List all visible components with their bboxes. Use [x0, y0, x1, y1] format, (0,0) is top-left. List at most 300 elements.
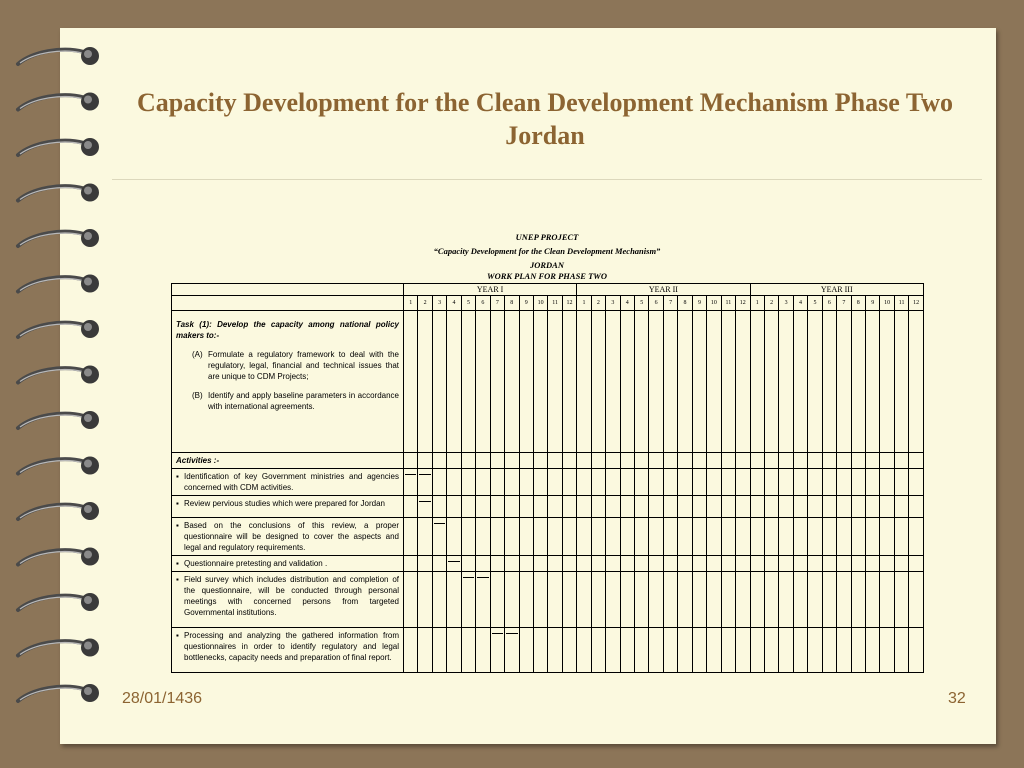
timeline-cell — [620, 518, 634, 556]
timeline-cell — [606, 311, 620, 453]
timeline-cell — [548, 556, 562, 572]
activity-row — [172, 518, 924, 556]
timeline-cell — [851, 556, 865, 572]
timeline-cell — [649, 628, 663, 673]
timeline-cell — [635, 518, 649, 556]
timeline-cell — [490, 572, 504, 628]
activity-row — [172, 469, 924, 496]
timeline-cell — [866, 628, 880, 673]
timeline-cell — [432, 453, 446, 469]
timeline-cell — [779, 496, 793, 518]
timeline-cell — [678, 469, 692, 496]
activity-item — [176, 498, 399, 509]
timeline-cell — [606, 469, 620, 496]
timeline-cell — [851, 453, 865, 469]
timeline-cell — [678, 311, 692, 453]
timeline-cell — [808, 453, 822, 469]
timeline-cell — [432, 628, 446, 673]
timeline-cell — [620, 572, 634, 628]
timeline-cell — [707, 496, 721, 518]
timeline-cell — [577, 556, 591, 572]
timeline-cell — [447, 628, 461, 673]
timeline-cell — [591, 628, 605, 673]
gantt-bar — [506, 633, 517, 634]
month-header: 12 — [909, 296, 924, 311]
activity-text: Review pervious studies which were prepared for Jordan — [184, 499, 385, 508]
timeline-cell — [591, 572, 605, 628]
timeline-cell — [432, 556, 446, 572]
spiral-ring — [18, 639, 99, 657]
timeline-cell — [505, 572, 519, 628]
timeline-cell — [404, 453, 418, 469]
timeline-cell — [764, 518, 778, 556]
month-header: 2 — [764, 296, 778, 311]
timeline-cell — [750, 572, 764, 628]
month-header: 3 — [432, 296, 446, 311]
spiral-ring — [18, 502, 99, 520]
timeline-cell — [764, 496, 778, 518]
activity-text: Questionnaire pretesting and validation . — [184, 559, 328, 568]
gantt-bar-cell — [418, 496, 432, 518]
timeline-cell — [447, 572, 461, 628]
task-sub-letter: (A) — [192, 350, 203, 359]
timeline-cell — [764, 628, 778, 673]
month-header: 11 — [894, 296, 908, 311]
timeline-cell — [635, 453, 649, 469]
timeline-cell — [663, 469, 677, 496]
gantt-bar-cell — [432, 518, 446, 556]
timeline-cell — [505, 453, 519, 469]
month-header: 8 — [678, 296, 692, 311]
timeline-cell — [562, 496, 576, 518]
timeline-cell — [721, 496, 735, 518]
timeline-cell — [750, 469, 764, 496]
task-sub-item — [176, 390, 399, 412]
timeline-cell — [909, 572, 924, 628]
timeline-cell — [837, 311, 851, 453]
gantt-bar — [448, 561, 459, 562]
timeline-cell — [793, 469, 807, 496]
spiral-ring — [18, 548, 99, 566]
timeline-cell — [548, 496, 562, 518]
month-header: 10 — [880, 296, 894, 311]
timeline-cell — [476, 496, 490, 518]
timeline-cell — [663, 453, 677, 469]
month-header: 8 — [851, 296, 865, 311]
bullet-marker: ▪ — [176, 521, 179, 530]
timeline-cell — [418, 453, 432, 469]
month-header: 5 — [461, 296, 475, 311]
activity-item — [176, 630, 399, 663]
timeline-cell — [533, 311, 547, 453]
activity-item — [176, 574, 399, 618]
slide-title: Capacity Development for the Clean Development Mechanism Phase Two Jordan — [136, 88, 954, 150]
timeline-cell — [591, 496, 605, 518]
timeline-cell — [663, 572, 677, 628]
gantt-bar-cell — [490, 628, 504, 673]
month-header: 8 — [505, 296, 519, 311]
timeline-cell — [562, 469, 576, 496]
timeline-cell — [490, 496, 504, 518]
activity-cell — [172, 572, 404, 628]
timeline-cell — [721, 556, 735, 572]
timeline-cell — [476, 469, 490, 496]
timeline-cell — [764, 311, 778, 453]
timeline-cell — [721, 311, 735, 453]
activity-text: Identification of key Government ministries and agencies concerned with CDM activities. — [184, 472, 399, 492]
activity-cell — [172, 518, 404, 556]
gantt-bar — [419, 474, 430, 475]
timeline-cell — [678, 556, 692, 572]
timeline-cell — [562, 453, 576, 469]
timeline-cell — [663, 496, 677, 518]
timeline-cell — [418, 628, 432, 673]
task-sub-item — [176, 349, 399, 382]
timeline-cell — [404, 628, 418, 673]
timeline-cell — [461, 496, 475, 518]
timeline-cell — [476, 518, 490, 556]
timeline-cell — [793, 518, 807, 556]
timeline-cell — [533, 556, 547, 572]
gantt-bar-cell — [476, 572, 490, 628]
timeline-cell — [620, 453, 634, 469]
timeline-cell — [663, 556, 677, 572]
timeline-cell — [707, 469, 721, 496]
blank-cell — [172, 296, 404, 311]
header-workplan: WORK PLAN FOR PHASE TWO — [487, 271, 607, 281]
timeline-cell — [822, 628, 836, 673]
timeline-cell — [404, 556, 418, 572]
timeline-cell — [404, 572, 418, 628]
timeline-cell — [707, 556, 721, 572]
spiral-ring — [18, 684, 99, 702]
timeline-cell — [866, 496, 880, 518]
timeline-cell — [909, 628, 924, 673]
header-country: JORDAN — [529, 260, 564, 270]
timeline-cell — [678, 572, 692, 628]
timeline-cell — [461, 453, 475, 469]
task-sub-text: Formulate a regulatory framework to deal with the regulatory, legal, financial and technical issues that are unique to CDM Projects; — [208, 350, 399, 381]
month-header: 5 — [635, 296, 649, 311]
timeline-cell — [808, 556, 822, 572]
header-project: UNEP PROJECT — [515, 232, 579, 242]
timeline-cell — [866, 453, 880, 469]
timeline-cell — [635, 572, 649, 628]
timeline-cell — [620, 496, 634, 518]
timeline-cell — [591, 453, 605, 469]
timeline-cell — [707, 453, 721, 469]
timeline-cell — [808, 572, 822, 628]
timeline-cell — [837, 496, 851, 518]
timeline-cell — [779, 469, 793, 496]
timeline-cell — [880, 453, 894, 469]
timeline-cell — [851, 496, 865, 518]
month-header: 7 — [663, 296, 677, 311]
spiral-ring — [18, 320, 99, 338]
activity-item — [176, 471, 399, 493]
timeline-cell — [851, 518, 865, 556]
timeline-cell — [548, 518, 562, 556]
timeline-cell — [736, 572, 750, 628]
timeline-cell — [909, 556, 924, 572]
timeline-cell — [404, 518, 418, 556]
timeline-cell — [822, 469, 836, 496]
timeline-cell — [822, 311, 836, 453]
year-header: YEAR I — [404, 284, 577, 296]
timeline-cell — [404, 496, 418, 518]
timeline-cell — [620, 628, 634, 673]
timeline-cell — [736, 453, 750, 469]
timeline-cell — [606, 628, 620, 673]
month-header: 2 — [418, 296, 432, 311]
timeline-cell — [562, 311, 576, 453]
timeline-cell — [505, 556, 519, 572]
task-heading: Task (1): Develop the capacity among national policy makers to:- — [176, 320, 399, 340]
bullet-marker: ▪ — [176, 559, 179, 568]
timeline-cell — [533, 572, 547, 628]
timeline-cell — [519, 453, 533, 469]
gantt-bar — [477, 577, 488, 578]
timeline-cell — [635, 311, 649, 453]
month-header: 11 — [548, 296, 562, 311]
timeline-cell — [548, 572, 562, 628]
timeline-cell — [894, 496, 908, 518]
timeline-cell — [548, 453, 562, 469]
gantt-bar-cell — [461, 572, 475, 628]
timeline-cell — [577, 628, 591, 673]
timeline-cell — [764, 453, 778, 469]
timeline-cell — [793, 311, 807, 453]
timeline-cell — [880, 311, 894, 453]
spiral-ring — [18, 457, 99, 475]
month-header: 10 — [707, 296, 721, 311]
month-header: 10 — [533, 296, 547, 311]
timeline-cell — [476, 628, 490, 673]
footer-date: 28/01/1436 — [122, 690, 203, 707]
timeline-cell — [606, 518, 620, 556]
timeline-cell — [649, 469, 663, 496]
timeline-cell — [548, 469, 562, 496]
spiral-ring — [18, 366, 99, 384]
timeline-cell — [837, 518, 851, 556]
timeline-cell — [663, 518, 677, 556]
timeline-cell — [837, 556, 851, 572]
timeline-cell — [880, 469, 894, 496]
timeline-cell — [692, 469, 706, 496]
timeline-cell — [505, 496, 519, 518]
timeline-cell — [736, 311, 750, 453]
month-header: 7 — [837, 296, 851, 311]
timeline-cell — [678, 628, 692, 673]
bullet-marker: ▪ — [176, 631, 179, 640]
month-header: 9 — [866, 296, 880, 311]
spiral-ring — [18, 275, 99, 293]
timeline-cell — [894, 556, 908, 572]
month-header: 4 — [620, 296, 634, 311]
timeline-cell — [649, 572, 663, 628]
timeline-cell — [736, 628, 750, 673]
timeline-cell — [432, 496, 446, 518]
timeline-cell — [779, 572, 793, 628]
timeline-cell — [591, 556, 605, 572]
spiral-ring — [18, 47, 99, 65]
timeline-cell — [721, 572, 735, 628]
month-header: 6 — [822, 296, 836, 311]
timeline-cell — [562, 628, 576, 673]
gantt-bar — [463, 577, 474, 578]
timeline-cell — [505, 518, 519, 556]
blank-cell — [172, 284, 404, 296]
timeline-cell — [866, 469, 880, 496]
timeline-cell — [779, 628, 793, 673]
timeline-cell — [519, 311, 533, 453]
timeline-cell — [519, 469, 533, 496]
timeline-cell — [851, 572, 865, 628]
timeline-cell — [764, 469, 778, 496]
timeline-cell — [447, 469, 461, 496]
timeline-cell — [577, 496, 591, 518]
timeline-cell — [909, 453, 924, 469]
month-header: 11 — [721, 296, 735, 311]
timeline-cell — [808, 518, 822, 556]
year-header-row — [172, 284, 924, 296]
timeline-cell — [649, 496, 663, 518]
title-divider — [112, 179, 982, 180]
timeline-cell — [793, 628, 807, 673]
timeline-cell — [635, 628, 649, 673]
month-header: 12 — [562, 296, 576, 311]
activity-cell — [172, 469, 404, 496]
timeline-cell — [533, 518, 547, 556]
timeline-cell — [909, 518, 924, 556]
timeline-cell — [866, 518, 880, 556]
timeline-cell — [476, 453, 490, 469]
activity-cell — [172, 496, 404, 518]
timeline-cell — [692, 628, 706, 673]
timeline-cell — [793, 496, 807, 518]
timeline-cell — [909, 311, 924, 453]
activity-row — [172, 556, 924, 572]
timeline-cell — [692, 311, 706, 453]
gantt-bar — [492, 633, 503, 634]
timeline-cell — [880, 628, 894, 673]
gantt-bar — [434, 523, 445, 524]
timeline-cell — [606, 496, 620, 518]
timeline-cell — [620, 469, 634, 496]
timeline-cell — [418, 518, 432, 556]
timeline-cell — [764, 556, 778, 572]
activity-text: Based on the conclusions of this review, a proper questionnaire will be designed to cover the aspects and legal and regulatory requirements. — [184, 521, 399, 552]
month-header: 9 — [519, 296, 533, 311]
timeline-cell — [894, 572, 908, 628]
timeline-cell — [635, 496, 649, 518]
timeline-cell — [490, 556, 504, 572]
month-header: 7 — [490, 296, 504, 311]
timeline-cell — [635, 556, 649, 572]
timeline-cell — [894, 453, 908, 469]
year-header: YEAR III — [750, 284, 924, 296]
timeline-cell — [880, 572, 894, 628]
timeline-cell — [894, 628, 908, 673]
timeline-cell — [606, 572, 620, 628]
month-header: 6 — [649, 296, 663, 311]
header-project-name: “Capacity Development for the Clean Development Mechanism” — [433, 246, 661, 256]
timeline-cell — [909, 469, 924, 496]
task-sub-letter: (B) — [192, 391, 203, 400]
year-header: YEAR II — [577, 284, 750, 296]
timeline-cell — [649, 311, 663, 453]
month-header: 6 — [476, 296, 490, 311]
timeline-cell — [649, 453, 663, 469]
timeline-cell — [663, 628, 677, 673]
timeline-cell — [404, 311, 418, 453]
timeline-cell — [851, 628, 865, 673]
timeline-cell — [562, 556, 576, 572]
timeline-cell — [808, 469, 822, 496]
bullet-marker: ▪ — [176, 575, 179, 584]
gantt-bar — [405, 474, 416, 475]
timeline-cell — [692, 453, 706, 469]
month-header: 1 — [577, 296, 591, 311]
timeline-cell — [779, 311, 793, 453]
timeline-cell — [707, 628, 721, 673]
timeline-cell — [418, 556, 432, 572]
timeline-cell — [577, 453, 591, 469]
timeline-cell — [649, 556, 663, 572]
timeline-cell — [692, 496, 706, 518]
timeline-cell — [577, 469, 591, 496]
timeline-cell — [721, 469, 735, 496]
timeline-cell — [894, 311, 908, 453]
timeline-cell — [822, 518, 836, 556]
timeline-cell — [591, 311, 605, 453]
timeline-cell — [577, 311, 591, 453]
task-sub-text: Identify and apply baseline parameters in accordance with international agreements. — [208, 391, 399, 411]
timeline-cell — [562, 572, 576, 628]
timeline-cell — [779, 556, 793, 572]
timeline-cell — [461, 628, 475, 673]
timeline-cell — [591, 469, 605, 496]
timeline-cell — [519, 518, 533, 556]
timeline-cell — [476, 556, 490, 572]
activity-cell — [172, 628, 404, 673]
timeline-cell — [707, 518, 721, 556]
month-header: 12 — [736, 296, 750, 311]
task-cell — [172, 311, 404, 453]
timeline-cell — [533, 453, 547, 469]
timeline-cell — [447, 518, 461, 556]
timeline-cell — [707, 311, 721, 453]
timeline-cell — [519, 628, 533, 673]
timeline-cell — [866, 556, 880, 572]
timeline-cell — [750, 496, 764, 518]
timeline-cell — [620, 556, 634, 572]
gantt-bar-cell — [447, 556, 461, 572]
month-header: 9 — [692, 296, 706, 311]
timeline-cell — [736, 469, 750, 496]
work-plan-table — [171, 283, 924, 673]
timeline-cell — [418, 311, 432, 453]
timeline-cell — [909, 496, 924, 518]
bullet-marker: ▪ — [176, 472, 179, 481]
timeline-cell — [432, 572, 446, 628]
timeline-cell — [837, 469, 851, 496]
timeline-cell — [750, 556, 764, 572]
timeline-cell — [505, 311, 519, 453]
timeline-cell — [461, 556, 475, 572]
timeline-cell — [533, 496, 547, 518]
timeline-cell — [663, 311, 677, 453]
